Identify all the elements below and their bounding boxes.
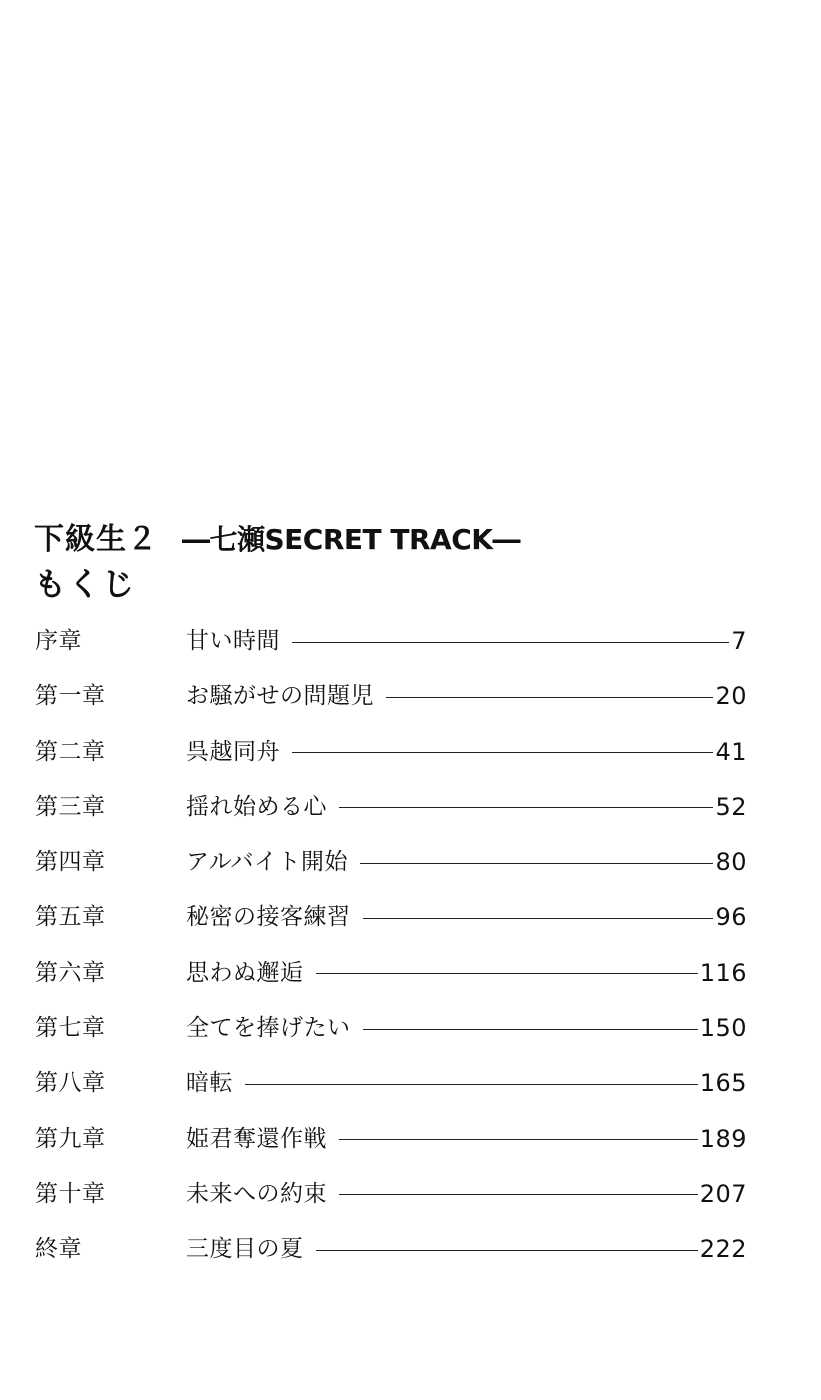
page-number: 20 xyxy=(715,682,747,711)
page-number: 165 xyxy=(699,1069,747,1098)
leader-line xyxy=(339,1139,698,1140)
table-of-contents xyxy=(0,621,821,1285)
leader-line xyxy=(316,1250,698,1251)
toc-row xyxy=(0,1229,821,1284)
page-number: 7 xyxy=(731,627,747,655)
chapter-title: 暗転 xyxy=(186,1070,233,1097)
toc-entry xyxy=(186,1174,747,1214)
page-number: 96 xyxy=(715,903,747,932)
toc-entry xyxy=(186,621,747,661)
chapter-title: 甘い時間 xyxy=(186,628,280,654)
chapter-number: 終章 xyxy=(35,1236,82,1263)
chapter-number: 第一章 xyxy=(35,683,106,710)
leader-line xyxy=(339,1194,698,1195)
leader-line xyxy=(339,807,713,808)
toc-entry xyxy=(186,787,747,827)
page-number: 150 xyxy=(699,1014,747,1043)
toc-entry xyxy=(186,1063,747,1103)
chapter-title: 三度目の夏 xyxy=(186,1236,304,1263)
leader-line xyxy=(292,752,713,753)
chapter-title: お騒がせの問題児 xyxy=(186,683,374,710)
chapter-number: 第四章 xyxy=(35,849,106,876)
leader-line xyxy=(386,697,713,698)
page-number: 80 xyxy=(715,848,747,877)
leader-line xyxy=(245,1084,698,1085)
chapter-number: 第八章 xyxy=(35,1070,106,1097)
leader-line xyxy=(363,1029,698,1030)
toc-row xyxy=(0,1174,821,1229)
chapter-number: 序章 xyxy=(35,628,82,654)
toc-entry xyxy=(186,842,747,882)
contents-heading: もくじ xyxy=(34,565,137,603)
toc-row xyxy=(0,732,821,787)
leader-line xyxy=(360,863,713,864)
chapter-number: 第十章 xyxy=(35,1180,106,1207)
toc-row xyxy=(0,1119,821,1174)
chapter-number: 第六章 xyxy=(35,959,106,986)
chapter-title: 秘密の接客練習 xyxy=(186,904,351,931)
chapter-title: 姫君奪還作戦 xyxy=(186,1125,327,1152)
toc-row xyxy=(0,621,821,676)
book-subtitle: ―七瀬SECRET TRACK― xyxy=(182,523,520,556)
toc-row xyxy=(0,1063,821,1118)
page-number: 189 xyxy=(699,1124,747,1153)
chapter-number: 第二章 xyxy=(35,738,106,765)
chapter-number: 第五章 xyxy=(35,904,106,931)
chapter-number: 第七章 xyxy=(35,1015,106,1042)
page-number: 52 xyxy=(715,792,747,821)
chapter-title: 揺れ始める心 xyxy=(186,793,327,820)
leader-line xyxy=(292,642,729,643)
toc-entry xyxy=(186,953,747,993)
page-number: 41 xyxy=(715,737,747,766)
chapter-title: 思わぬ邂逅 xyxy=(186,959,304,986)
toc-row xyxy=(0,1008,821,1063)
chapter-title: アルバイト開始 xyxy=(186,849,348,876)
toc-row xyxy=(0,953,821,1008)
leader-line xyxy=(363,918,714,919)
toc-entry xyxy=(186,897,747,937)
book-title-line xyxy=(34,521,520,559)
book-title: 下級生２ xyxy=(34,522,158,557)
toc-entry xyxy=(186,1119,747,1159)
toc-entry xyxy=(186,732,747,772)
chapter-number: 第三章 xyxy=(35,793,106,820)
leader-line xyxy=(316,973,698,974)
page-number: 207 xyxy=(699,1179,747,1208)
page-number: 116 xyxy=(699,958,747,987)
toc-entry xyxy=(186,1008,747,1048)
toc-entry xyxy=(186,676,747,716)
chapter-title: 全てを捧げたい xyxy=(186,1015,351,1042)
toc-row xyxy=(0,676,821,731)
toc-entry xyxy=(186,1229,747,1269)
page-number: 222 xyxy=(699,1235,747,1264)
chapter-title: 未来への約束 xyxy=(186,1180,327,1207)
chapter-title: 呉越同舟 xyxy=(186,738,280,765)
chapter-number: 第九章 xyxy=(35,1125,106,1152)
toc-row xyxy=(0,842,821,897)
toc-row xyxy=(0,787,821,842)
toc-row xyxy=(0,897,821,952)
